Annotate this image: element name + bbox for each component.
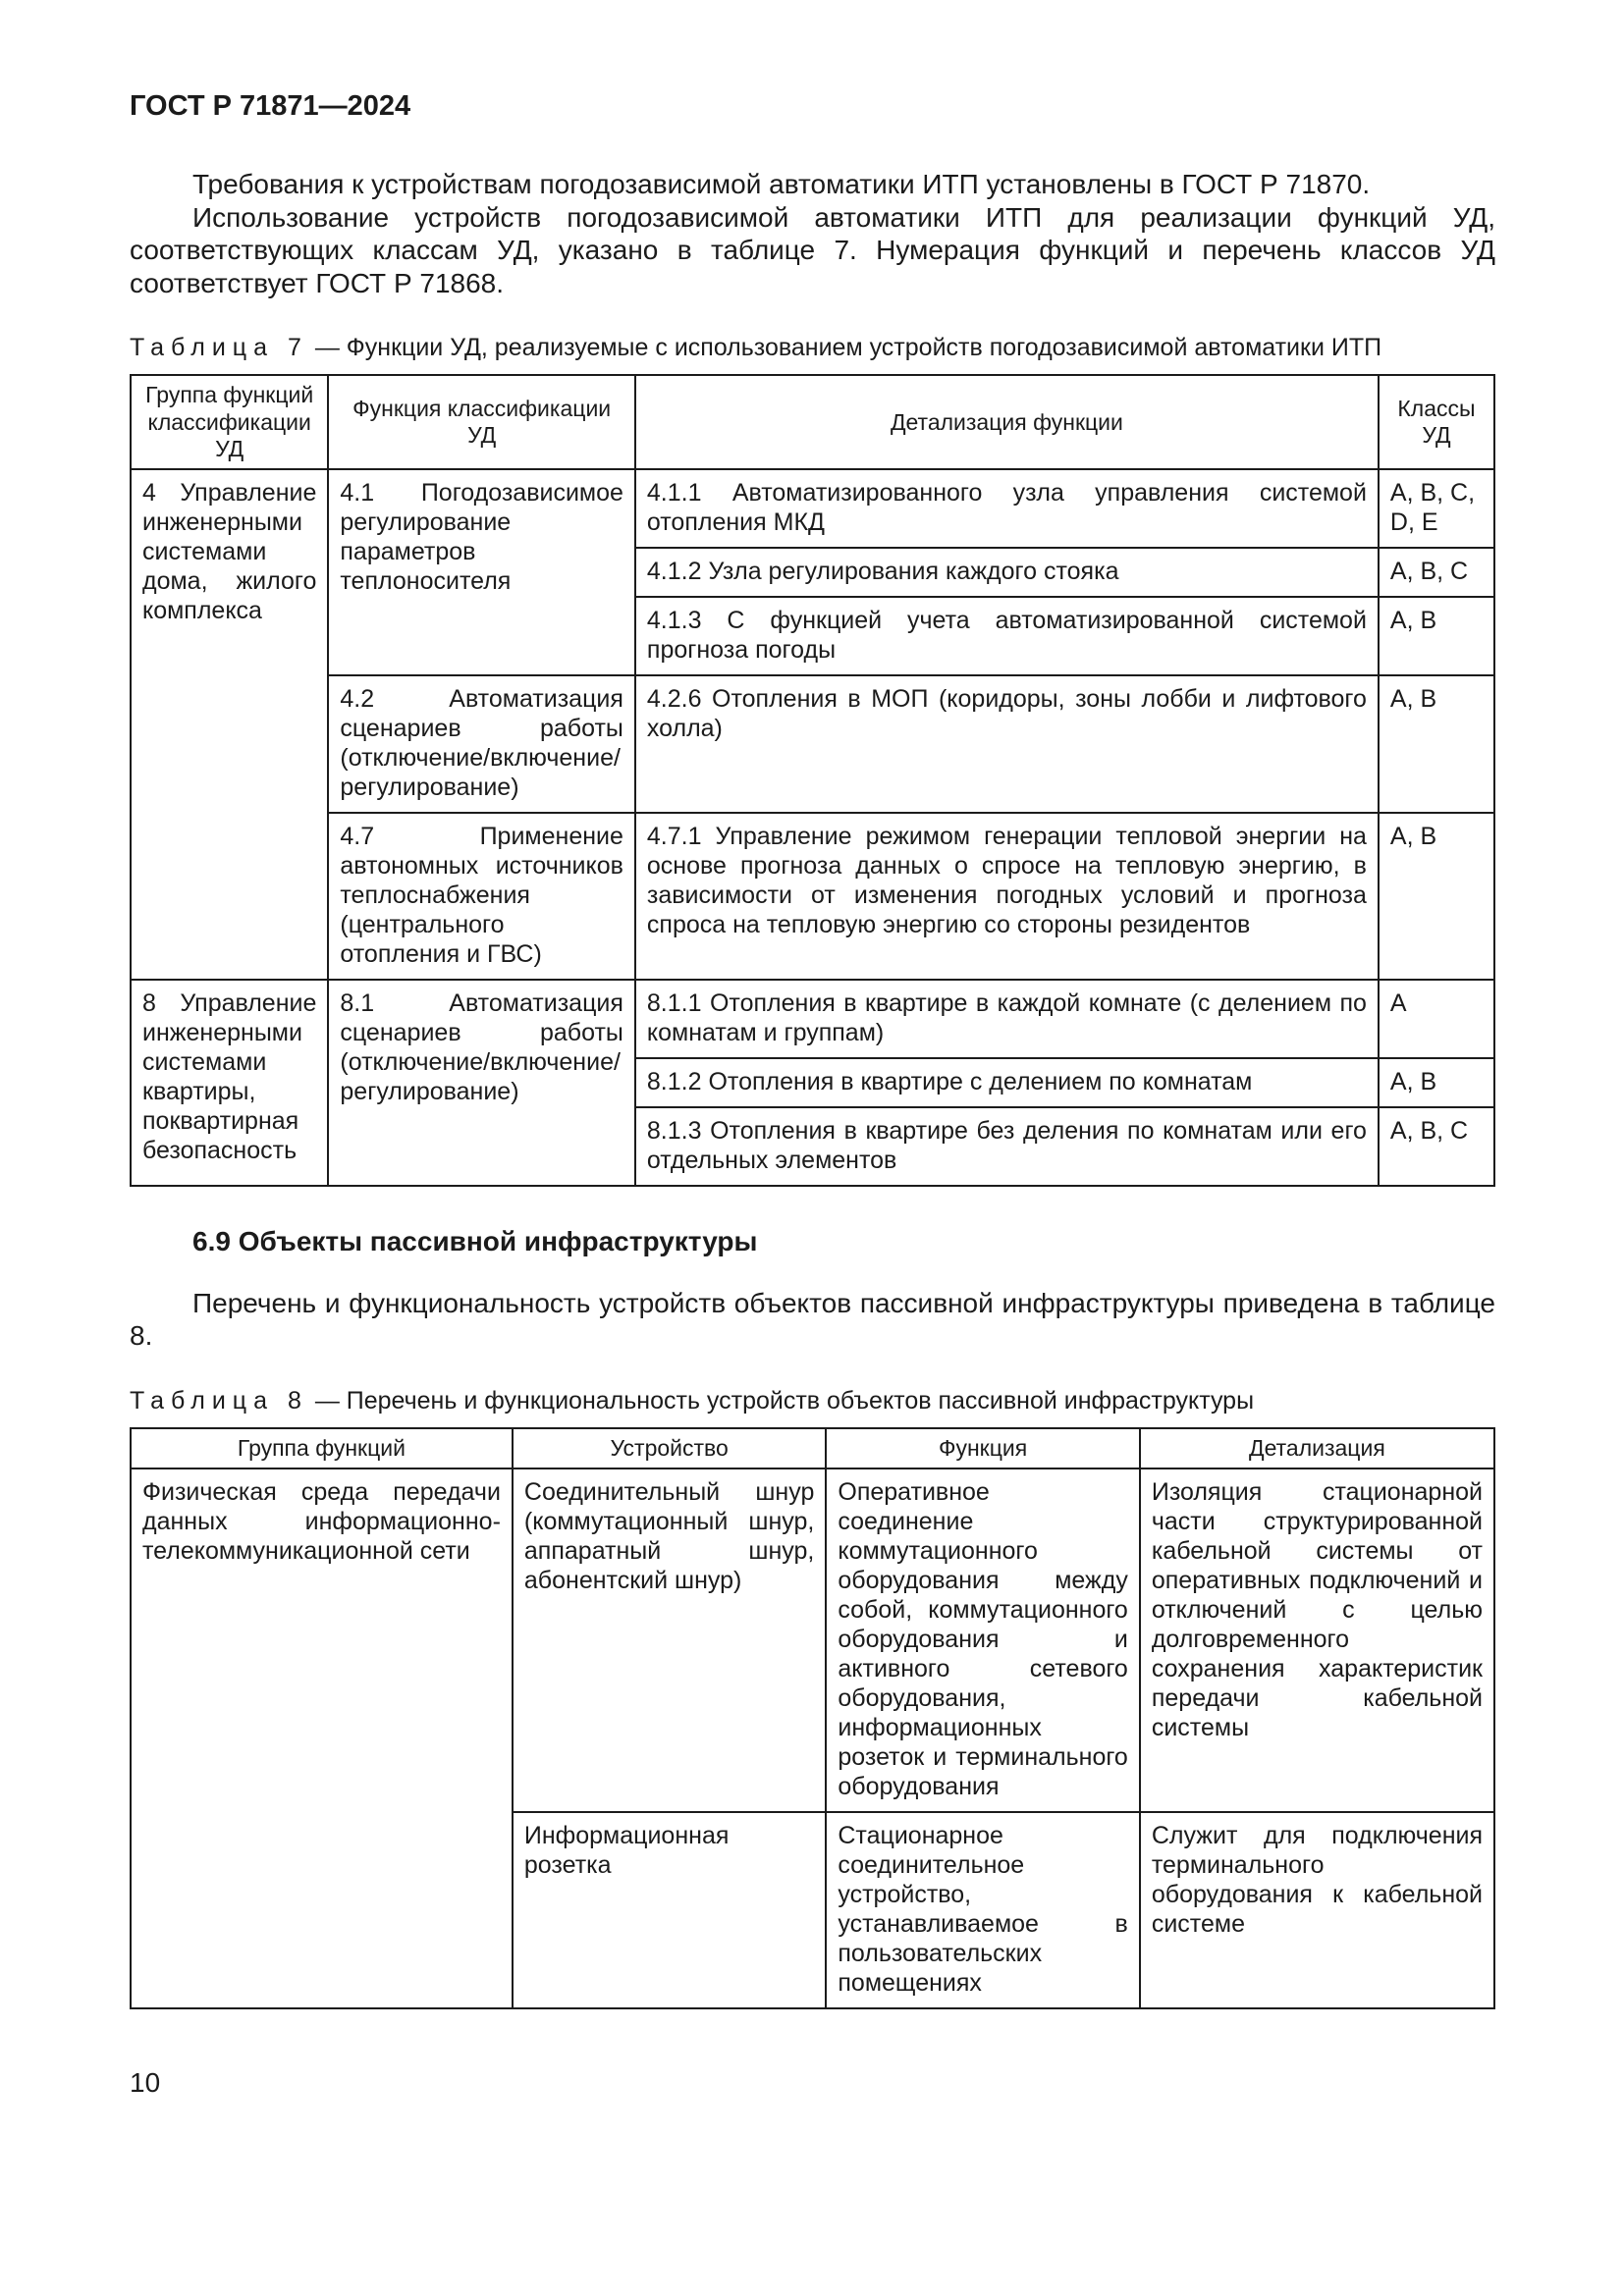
- group-cell: 8 Управление инженерными системами квартиры, поквартирная безопасность: [131, 980, 328, 1186]
- table8-caption-text: — Перечень и функциональность устройств объектов пассивной инфраструктуры: [314, 1386, 1255, 1415]
- table8-header-detail: Детализация: [1140, 1428, 1494, 1468]
- detail-cell: 8.1.3 Отопления в квартире без деления по комнатам или его отдельных элементов: [635, 1107, 1379, 1186]
- document-code: ГОСТ Р 71871—2024: [130, 90, 411, 122]
- classes-cell: A, B, C: [1379, 1107, 1494, 1186]
- function-cell: 8.1 Автоматизация сценариев работы (отключение/включение/регулирование): [328, 980, 635, 1186]
- table8-header-device: Устройство: [513, 1428, 826, 1468]
- table8-caption: [130, 1386, 1495, 1415]
- detail-cell: 8.1.2 Отопления в квартире с делением по комнатам: [635, 1058, 1379, 1107]
- classes-cell: A, B, C, D, E: [1379, 469, 1494, 548]
- table7-functions-ud: [130, 374, 1495, 1186]
- section-heading-6-9: 6.9 Объекты пассивной инфраструктуры: [192, 1225, 758, 1256]
- section-paragraph: Перечень и функциональность устройств объектов пассивной инфраструктуры приведена в таблице 8.: [130, 1287, 1495, 1352]
- classes-cell: A, B: [1379, 597, 1494, 675]
- classes-cell: A, B: [1379, 675, 1494, 813]
- group-cell: 4 Управление инженерными системами дома, жилого комплекса: [131, 469, 328, 980]
- table7-caption-text: — Функции УД, реализуемые с использованием устройств погодозависимой автоматики ИТП: [314, 334, 1382, 362]
- table8-header-row: [131, 1428, 1494, 1468]
- intro-paragraph-2: Использование устройств погодозависимой автоматики ИТП для реализации функций УД, соответствующих классам УД, указано в таблице 7. Нумерация функций и перечень классов УД соответствует ГОСТ Р 71868.: [130, 201, 1495, 298]
- detail-cell: 4.1.2 Узла регулирования каждого стояка: [635, 548, 1379, 597]
- table7-header-row: [131, 375, 1494, 468]
- classes-cell: A, B: [1379, 813, 1494, 980]
- classes-cell: A: [1379, 980, 1494, 1058]
- table7-caption-label: Таблица 7: [130, 334, 308, 362]
- detail-cell: 4.7.1 Управление режимом генерации тепловой энергии на основе прогноза данных о спросе на тепловую энергию, в зависимости от изменения погодных условий и прогноза спроса на тепловую энергию со стороны резидентов: [635, 813, 1379, 980]
- page-number: 10: [130, 2067, 161, 2098]
- intro-paragraph-1: Требования к устройствам погодозависимой автоматики ИТП установлены в ГОСТ Р 71870.: [192, 169, 1371, 199]
- function-cell: 4.1 Погодозависимое регулирование параметров теплоносителя: [328, 469, 635, 675]
- detail-cell: Изоляция стационарной части структурированной кабельной системы от оперативных подключений и отключений с целью долговременного сохранения характеристик передачи кабельной системы: [1140, 1468, 1494, 1812]
- table7-header-group: Группа функций классификации УД: [131, 375, 328, 468]
- table7-header-detail: Детализация функции: [635, 375, 1379, 468]
- table7-header: [131, 375, 1494, 468]
- table7-header-function: Функция классификации УД: [328, 375, 635, 468]
- table-row: [131, 1468, 1494, 1812]
- device-cell: Информационная розетка: [513, 1812, 826, 2008]
- table7-caption: [130, 333, 1495, 362]
- detail-cell: 4.1.1 Автоматизированного узла управления системой отопления МКД: [635, 469, 1379, 548]
- table8-caption-label: Таблица 8: [130, 1386, 308, 1415]
- function-cell: Оперативное соединение коммутационного оборудования между собой, коммутационного оборудования и активного сетевого оборудования, информационных розеток и терминального оборудования: [826, 1468, 1139, 1812]
- table-row: [131, 980, 1494, 1058]
- table-row: [131, 469, 1494, 548]
- detail-cell: Служит для подключения терминального оборудования к кабельной системе: [1140, 1812, 1494, 2008]
- function-cell: Стационарное соединительное устройство, устанавливаемое в пользовательских помещениях: [826, 1812, 1139, 2008]
- detail-cell: 4.2.6 Отопления в МОП (коридоры, зоны лобби и лифтового холла): [635, 675, 1379, 813]
- table7-header-classes: Классы УД: [1379, 375, 1494, 468]
- table8-passive-infrastructure: [130, 1427, 1495, 2009]
- classes-cell: A, B: [1379, 1058, 1494, 1107]
- classes-cell: A, B, C: [1379, 548, 1494, 597]
- detail-cell: 8.1.1 Отопления в квартире в каждой комнате (с делением по комнатам и группам): [635, 980, 1379, 1058]
- group-cell: Физическая среда передачи данных информационно-телекоммуникационной сети: [131, 1468, 513, 2008]
- detail-cell: 4.1.3 С функцией учета автоматизированной системой прогноза погоды: [635, 597, 1379, 675]
- device-cell: Соединительный шнур (коммутационный шнур, аппаратный шнур, абонентский шнур): [513, 1468, 826, 1812]
- table-row: [131, 675, 1494, 813]
- function-cell: 4.7 Применение автономных источников теплоснабжения (центрального отопления и ГВС): [328, 813, 635, 980]
- table8-header-group: Группа функций: [131, 1428, 513, 1468]
- table8-header-function: Функция: [826, 1428, 1139, 1468]
- table-row: [131, 813, 1494, 980]
- function-cell: 4.2 Автоматизация сценариев работы (отключение/включение/регулирование): [328, 675, 635, 813]
- table8-header: [131, 1428, 1494, 1468]
